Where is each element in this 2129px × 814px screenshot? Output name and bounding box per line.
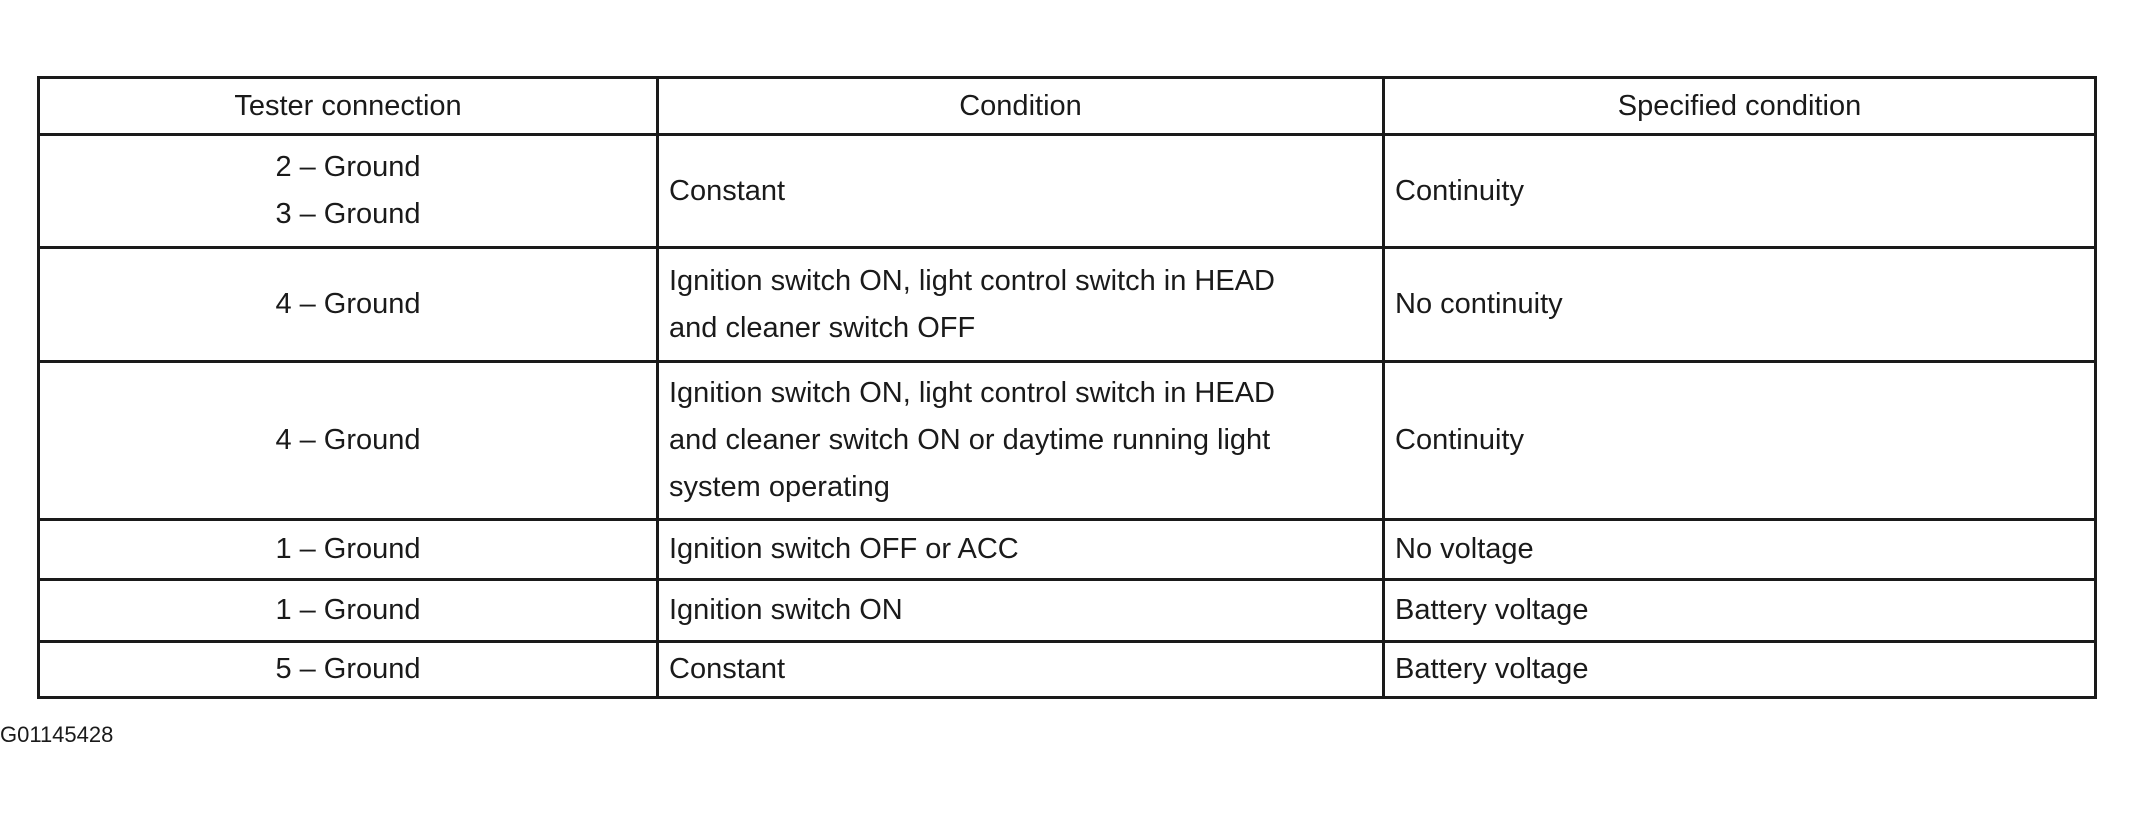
table-row: [39, 580, 2096, 642]
condition-line: Ignition switch ON, light control switch in HEAD: [669, 377, 1275, 409]
connection-line: 2 – Ground: [275, 151, 421, 183]
table-header-row: [39, 78, 2096, 135]
cell-specified-condition: No continuity: [1384, 248, 2096, 362]
table-row: [39, 248, 2096, 362]
table-row: [39, 362, 2096, 520]
figure-id: G01145428: [0, 722, 114, 747]
cell-tester-connection: [39, 642, 658, 698]
condition-line: Constant: [669, 653, 786, 685]
table-row: [39, 520, 2096, 580]
connection-line: 1 – Ground: [275, 594, 421, 626]
tester-table: [37, 76, 2097, 699]
cell-tester-connection: [39, 362, 658, 520]
header-specified-condition: Specified condition: [1384, 78, 2096, 135]
connection-line: 4 – Ground: [275, 424, 421, 456]
cell-tester-connection: [39, 248, 658, 362]
condition-line: Ignition switch ON: [669, 594, 903, 626]
condition-line: Ignition switch ON, light control switch in HEAD: [669, 264, 1275, 297]
table-row: [39, 642, 2096, 698]
header-tester-connection: Tester connection: [39, 78, 658, 135]
cell-tester-connection: [39, 135, 658, 248]
condition-line: Constant: [669, 174, 786, 207]
condition-line: Ignition switch OFF or ACC: [669, 533, 1019, 565]
connection-line: 4 – Ground: [275, 288, 421, 320]
cell-specified-condition: Battery voltage: [1384, 642, 2096, 698]
cell-tester-connection: [39, 580, 658, 642]
condition-line: system operating: [669, 471, 890, 503]
condition-line: and cleaner switch ON or daytime running light: [669, 424, 1271, 456]
connection-line: 3 – Ground: [275, 198, 421, 230]
cell-specified-condition: Battery voltage: [1384, 580, 2096, 642]
cell-condition: [658, 248, 1384, 362]
cell-specified-condition: Continuity: [1384, 135, 2096, 248]
cell-tester-connection: [39, 520, 658, 580]
cell-condition: [658, 520, 1384, 580]
condition-line: and cleaner switch OFF: [669, 311, 976, 344]
cell-condition: [658, 642, 1384, 698]
cell-specified-condition: Continuity: [1384, 362, 2096, 520]
header-condition: Condition: [658, 78, 1384, 135]
tester-table-container: [37, 76, 2094, 699]
connection-line: 1 – Ground: [275, 533, 421, 565]
connection-line: 5 – Ground: [275, 653, 421, 685]
cell-condition: [658, 362, 1384, 520]
cell-condition: [658, 135, 1384, 248]
cell-condition: [658, 580, 1384, 642]
cell-specified-condition: No voltage: [1384, 520, 2096, 580]
table-row: [39, 135, 2096, 248]
